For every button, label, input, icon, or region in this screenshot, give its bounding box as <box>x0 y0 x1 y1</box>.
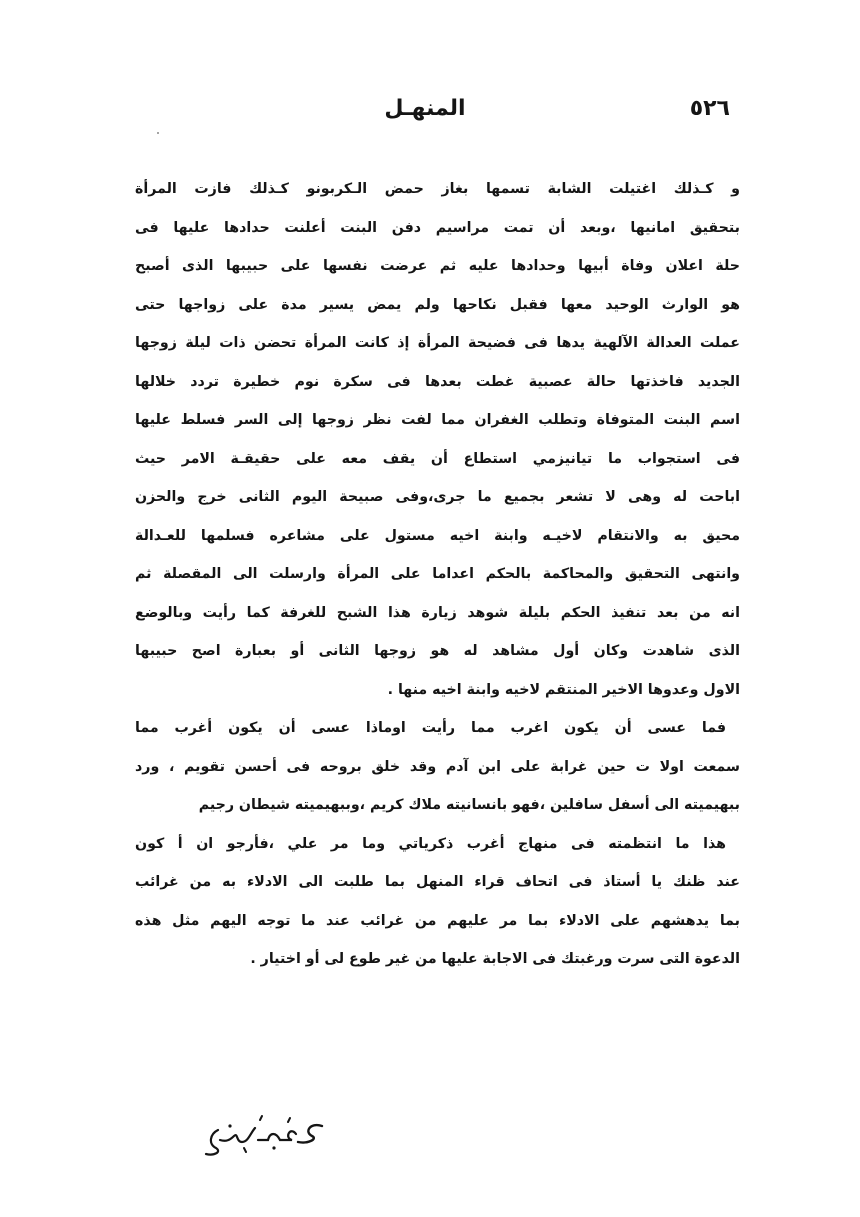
text-line: الاول وعدوها الاخير المنتقم لاخيه وابنة اخيه منها . <box>387 681 740 698</box>
running-title: المنهـل <box>384 96 466 121</box>
text-line: بما يدهشهم على الادلاء بما مر عليهم من غرائب عند ما توجه اليهم مثل هذه <box>135 912 740 929</box>
text-line: الذى شاهدت وكان أول مشاهد له هو زوجها الثانى أو بعبارة اصح حبيبها <box>135 643 740 659</box>
text-line: بتحقيق امانيها ،وبعد أن تمت مراسيم دفن البنت أعلنت حدادها عليها فى <box>135 219 740 236</box>
text-line: الدعوة التى سرت ورغبتك فى الاجابة عليها من غير طوع لى أو اختيار . <box>250 951 740 967</box>
text-line: عند ظنك يا أستاذ فى اتحاف قراء المنهل بما طلبت الى الادلاء به من غرائب <box>135 874 740 890</box>
text-line: عملت العدالة الآلهية يدها فى فضيحة المرأة إذ كانت المرأة تحضن ذات ليلة زوجها <box>135 335 740 351</box>
text-line: سمعت اولا ت حين غرابة على ابن آدم وقد خلق بروحه فى أحسن تقويم ، ورد <box>135 758 740 775</box>
text-line: الجديد فاخذتها حالة عصبية غطت بعدها فى سكرة نوم خطيرة تردد خلالها <box>135 373 740 390</box>
text-line: اباحت له وهى لا تشعر بجميع ما جرى،وفى صبيحة اليوم الثانى خرج والحزن <box>135 489 740 505</box>
text-line: ببهيميته الى أسفل سافلين ،فهو بانسانيته ملاك كريم ،وببهيميته شيطان رجيم <box>198 797 740 813</box>
text-line: هو الوارث الوحيد معها فقبل نكاحها ولم يمض يسير مدة على زواجها حتى <box>135 296 740 313</box>
text-line: هذا ما انتظمته فى منهاج أغرب ذكرياتي وما مر علي ،فأرجو ان أ كون <box>135 835 726 852</box>
page-header <box>120 96 730 136</box>
text-line: فما عسى أن يكون اغرب مما رأيت اوماذا عسى أن يكون أغرب مما <box>135 720 726 736</box>
text-line: فى استجواب ما تيانيزمي استطاع أن يقف معه على حقيقـة الامر حيث <box>135 450 740 467</box>
text-line: اسم البنت المتوفاة وتطلب الغفران مما لفت نظر زوجها إلى السر فسلط عليها <box>135 412 740 428</box>
handwritten-signature <box>200 1112 330 1160</box>
body-text <box>135 170 740 979</box>
text-line: انه من بعد تنفيذ الحكم بليلة شوهد زيارة هذا الشبح للغرفة كما رأيت وبالوضع <box>135 604 740 621</box>
text-line: و كـذلك اغتيلت الشابة تسمها بغاز حمض الـكربونو كـذلك فازت المرأة <box>135 181 740 197</box>
text-line: وانتهى التحقيق والمحاكمة بالحكم اعداما على المرأة وارسلت الى المقصلة ثم <box>135 566 740 582</box>
text-line: حلة اعلان وفاة أبيها وحدادها عليه ثم عرضت نفسها على حبيبها الذى أصبح <box>135 258 740 274</box>
page-number: ٥٢٦ <box>689 96 730 121</box>
text-line: محيق به والانتقام لاخيـه وابنة اخيه مستول على مشاعره فسلمها للعـدالة <box>135 527 740 544</box>
